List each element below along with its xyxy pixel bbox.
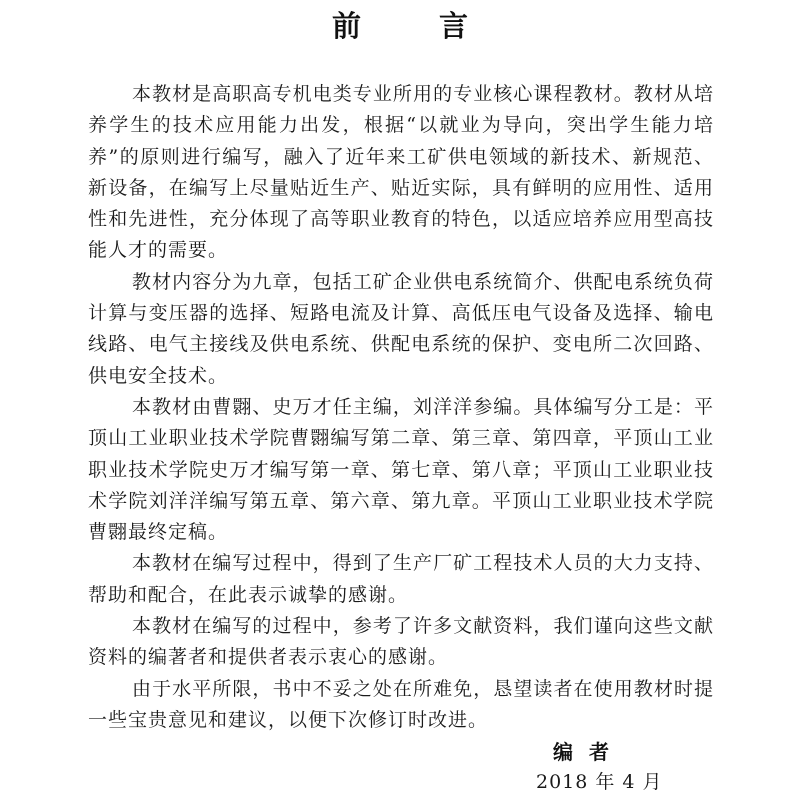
signature-role: 编者: [553, 740, 625, 764]
paragraph-authors: 本教材由曹翾、史万才任主编，刘洋洋参编。具体编写分工是：平顶山工业职业技术学院曹翾编写第二章、第三章、第四章，平顶山工业职业技术学院史万才编写第一章、第七章、第八章；平顶山工业职业技术学院刘洋洋编写第五章、第六章、第九章。平顶山工业职业技术学院曹翾最终定稿。: [88, 395, 714, 544]
paragraph-acknowledgement: 本教材在编写过程中，得到了生产厂矿工程技术人员的大力支持、帮助和配合，在此表示诚挚的感谢。: [88, 552, 714, 606]
paragraph-references: 本教材在编写的过程中，参考了许多文献资料，我们谨向这些文献资料的编著者和提供者表示衷心的感谢。: [88, 615, 714, 669]
paragraph-contents: 教材内容分为九章，包括工矿企业供电系统简介、供配电系统负荷计算与变压器的选择、短路电流及计算、高低压电气设备及选择、输电线路、电气主接线及供电系统、供配电系统的保护、变电所二次回路、供电安全技术。: [88, 270, 714, 387]
preface-body: [88, 79, 714, 736]
paragraph-intro: 本教材是高职高专机电类专业所用的专业核心课程教材。教材从培养学生的技术应用能力出发，根据“以就业为导向，突出学生能力培养”的原则进行编写，融入了近年来工矿供电领域的新技术、新规范、新设备，在编写上尽量贴近生产、贴近实际，具有鲜明的应用性、适用性和先进性，充分体现了高等职业教育的特色，以适应培养应用型高技能人才的需要。: [88, 83, 714, 262]
signature-date: 2018 年 4 月: [536, 771, 663, 793]
paragraph-feedback: 由于水平所限，书中不妥之处在所难免，恳望读者在使用教材时提一些宝贵意见和建议，以便下次修订时改进。: [88, 677, 714, 731]
page-title: 前 言: [331, 9, 503, 43]
